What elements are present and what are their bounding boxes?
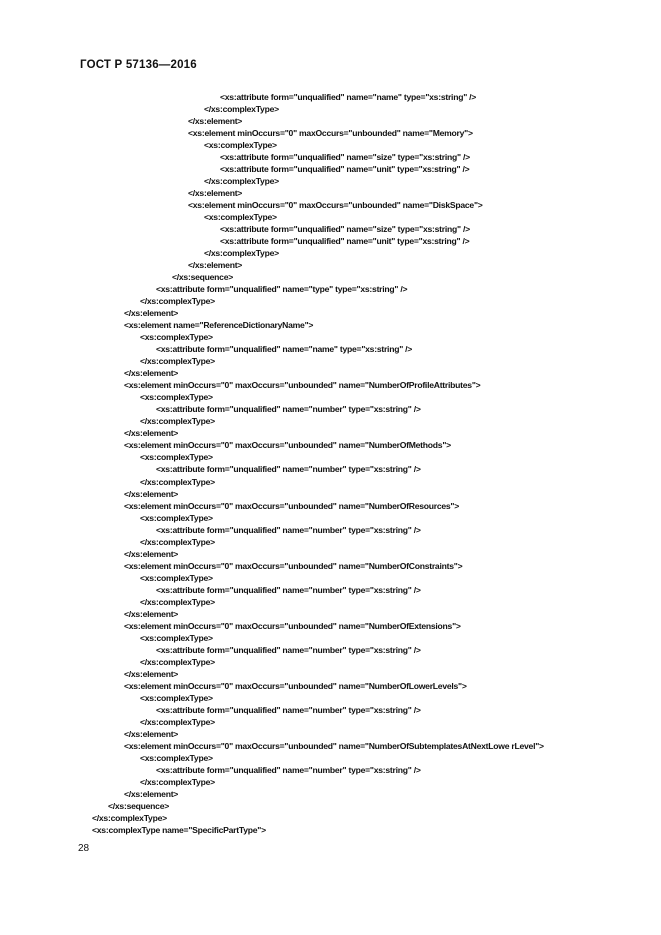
code-line: </xs:element> (124, 428, 179, 439)
code-line: <xs:element minOccurs="0" maxOccurs="unbounded" name="NumberOfMethods"> (124, 440, 451, 451)
code-line: <xs:element minOccurs="0" maxOccurs="unbounded" name="NumberOfSubtemplatesAtNextLowe rLevel"> (124, 740, 544, 751)
code-line: <xs:complexType> (140, 572, 213, 583)
code-line: <xs:element minOccurs="0" maxOccurs="unbounded" name="NumberOfExtensions"> (124, 620, 461, 631)
code-line: <xs:attribute form="unqualified" name="number" type="xs:string" /> (156, 464, 421, 475)
code-line: </xs:complexType> (140, 716, 215, 727)
code-line: </xs:element> (124, 728, 179, 739)
code-line: </xs:sequence> (172, 272, 233, 283)
code-line: <xs:complexType> (140, 632, 213, 643)
code-line: </xs:element> (188, 260, 243, 271)
code-line: </xs:element> (124, 368, 179, 379)
code-line: <xs:complexType> (140, 332, 213, 343)
code-line: </xs:complexType> (204, 104, 279, 115)
code-line: </xs:sequence> (108, 800, 169, 811)
code-line: <xs:complexType> (140, 452, 213, 463)
code-line: <xs:complexType> (140, 692, 213, 703)
code-line: </xs:complexType> (204, 248, 279, 259)
code-line: </xs:element> (124, 488, 179, 499)
page-number: 28 (78, 843, 90, 854)
code-line: <xs:attribute form="unqualified" name="unit" type="xs:string" /> (220, 236, 470, 247)
code-line: <xs:complexType> (204, 140, 277, 151)
code-line: </xs:complexType> (140, 476, 215, 487)
code-line: <xs:element minOccurs="0" maxOccurs="unbounded" name="NumberOfConstraints"> (124, 560, 463, 571)
code-line: <xs:attribute form="unqualified" name="number" type="xs:string" /> (156, 644, 421, 655)
document-header: ГОСТ Р 57136—2016 (80, 59, 197, 71)
code-line: </xs:complexType> (140, 776, 215, 787)
code-line: </xs:element> (188, 116, 243, 127)
code-line: <xs:complexType> (140, 752, 213, 763)
code-line: <xs:element minOccurs="0" maxOccurs="unbounded" name="Memory"> (188, 128, 473, 139)
code-line: <xs:attribute form="unqualified" name="number" type="xs:string" /> (156, 764, 421, 775)
code-line: <xs:complexType> (140, 392, 213, 403)
code-line: <xs:element minOccurs="0" maxOccurs="unbounded" name="NumberOfResources"> (124, 500, 460, 511)
code-line: <xs:element minOccurs="0" maxOccurs="unbounded" name="NumberOfProfileAttributes"> (124, 380, 481, 391)
code-line: <xs:attribute form="unqualified" name="number" type="xs:string" /> (156, 404, 421, 415)
code-line: </xs:complexType> (92, 812, 167, 823)
code-line: <xs:element minOccurs="0" maxOccurs="unbounded" name="DiskSpace"> (188, 200, 483, 211)
code-line: <xs:attribute form="unqualified" name="unit" type="xs:string" /> (220, 164, 470, 175)
code-line: <xs:attribute form="unqualified" name="size" type="xs:string" /> (220, 152, 470, 163)
code-line: <xs:element minOccurs="0" maxOccurs="unbounded" name="NumberOfLowerLevels"> (124, 680, 467, 691)
code-line: </xs:element> (124, 548, 179, 559)
code-line: <xs:attribute form="unqualified" name="number" type="xs:string" /> (156, 524, 421, 535)
code-line: <xs:attribute form="unqualified" name="name" type="xs:string" /> (156, 344, 413, 355)
xml-code-listing (0, 91, 661, 836)
code-line: </xs:element> (124, 608, 179, 619)
code-line: <xs:attribute form="unqualified" name="number" type="xs:string" /> (156, 704, 421, 715)
code-line: </xs:complexType> (140, 656, 215, 667)
code-line: </xs:element> (188, 188, 243, 199)
code-line: <xs:complexType> (140, 512, 213, 523)
code-line: <xs:attribute form="unqualified" name="size" type="xs:string" /> (220, 224, 470, 235)
code-line: </xs:complexType> (140, 536, 215, 547)
code-line: </xs:element> (124, 668, 179, 679)
code-line: <xs:complexType> (204, 212, 277, 223)
code-line: <xs:attribute form="unqualified" name="name" type="xs:string" /> (220, 92, 477, 102)
code-line: </xs:complexType> (140, 596, 215, 607)
code-line: </xs:complexType> (140, 296, 215, 307)
code-line: <xs:element name="ReferenceDictionaryName"> (124, 320, 314, 331)
code-line: </xs:complexType> (140, 416, 215, 427)
code-line: <xs:attribute form="unqualified" name="type" type="xs:string" /> (156, 284, 408, 295)
code-line: </xs:complexType> (204, 176, 279, 187)
code-line: </xs:complexType> (140, 356, 215, 367)
code-line: </xs:element> (124, 308, 179, 319)
code-line: <xs:complexType name="SpecificPartType"> (92, 824, 266, 835)
code-line: </xs:element> (124, 788, 179, 799)
code-line: <xs:attribute form="unqualified" name="number" type="xs:string" /> (156, 584, 421, 595)
